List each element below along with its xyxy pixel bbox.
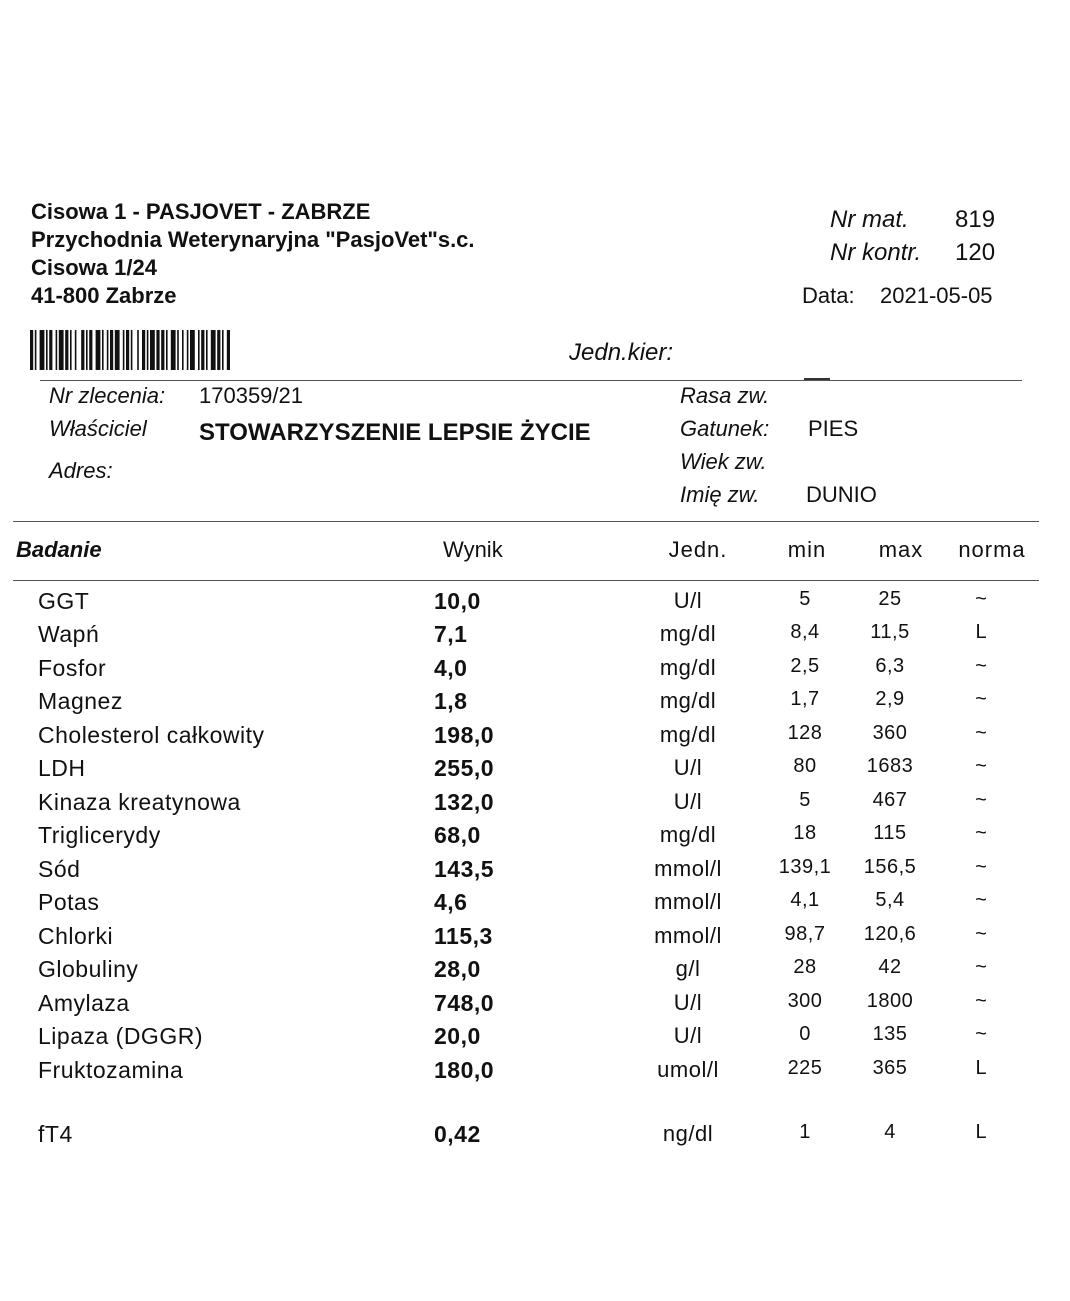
test-norm-flag: ~: [975, 856, 987, 878]
table-row: [0, 588, 1070, 622]
test-norm-flag: L: [975, 1121, 987, 1143]
test-unit: mg/dl: [659, 822, 717, 847]
column-header-norm: norma: [958, 537, 1026, 562]
test-max: 11,5: [870, 621, 910, 643]
test-result: 180,0: [434, 1057, 495, 1083]
nr-kontr-label: Nr kontr.: [830, 239, 922, 266]
test-norm-flag: ~: [975, 923, 987, 945]
test-result: 0,42: [434, 1121, 481, 1147]
test-name: Globuliny: [38, 956, 139, 982]
nr-mat-label: Nr mat.: [830, 206, 909, 233]
test-norm-flag: ~: [975, 889, 987, 911]
order-number-value: 170359/21: [199, 383, 303, 408]
date-value: 2021-05-05: [880, 283, 993, 308]
divider: [13, 521, 1039, 522]
table-row: [0, 789, 1070, 823]
test-min: 18: [793, 822, 817, 844]
table-row: [0, 822, 1070, 856]
test-min: 8,4: [790, 621, 820, 643]
table-row: [0, 923, 1070, 957]
test-max: 135: [872, 1023, 908, 1045]
test-name: LDH: [38, 755, 86, 781]
column-header-unit: Jedn.: [668, 537, 728, 562]
test-norm-flag: L: [975, 621, 987, 643]
clinic-city-line: 41-800 Zabrze: [31, 283, 177, 308]
test-unit: mg/dl: [659, 722, 717, 747]
table-row: [0, 722, 1070, 756]
table-row: [0, 956, 1070, 990]
test-min: 98,7: [784, 923, 826, 945]
test-name: Kinaza kreatynowa: [38, 789, 241, 815]
test-min: 1,7: [790, 688, 820, 710]
test-name: Wapń: [38, 621, 100, 647]
table-row: [0, 990, 1070, 1024]
animal-name-value: DUNIO: [806, 482, 877, 507]
table-row: [0, 688, 1070, 722]
test-max: 6,3: [875, 655, 905, 677]
test-norm-flag: ~: [975, 588, 987, 610]
lab-name-line: Cisowa 1 - PASJOVET - ZABRZE: [31, 199, 371, 224]
test-max: 156,5: [863, 856, 917, 878]
test-result: 20,0: [434, 1023, 481, 1049]
test-min: 5: [799, 588, 811, 610]
test-result: 198,0: [434, 722, 495, 748]
test-unit: mmol/l: [654, 923, 722, 948]
test-max: 1800: [866, 990, 914, 1012]
test-norm-flag: L: [975, 1057, 987, 1079]
test-norm-flag: ~: [975, 688, 987, 710]
test-result: 132,0: [434, 789, 495, 815]
test-max: 2,9: [875, 688, 905, 710]
test-result: 68,0: [434, 822, 481, 848]
animal-name-label: Imię zw.: [680, 482, 760, 507]
test-unit: U/l: [673, 755, 703, 780]
test-unit: U/l: [673, 789, 703, 814]
test-name: fT4: [38, 1121, 73, 1147]
owner-label: Właściciel: [49, 416, 147, 441]
table-row: [0, 1023, 1070, 1057]
test-unit: U/l: [673, 588, 703, 613]
age-label: Wiek zw.: [680, 449, 767, 474]
test-result: 10,0: [434, 588, 481, 614]
table-row: [0, 755, 1070, 789]
divider: [13, 580, 1039, 581]
breed-label: Rasa zw.: [680, 383, 770, 408]
test-min: 225: [787, 1057, 823, 1079]
test-result: 143,5: [434, 856, 495, 882]
test-result: 28,0: [434, 956, 481, 982]
test-min: 139,1: [778, 856, 832, 878]
test-min: 2,5: [790, 655, 820, 677]
test-max: 467: [872, 789, 908, 811]
column-header-result: Wynik: [443, 537, 503, 562]
test-max: 120,6: [863, 923, 917, 945]
test-name: Fosfor: [38, 655, 107, 681]
test-result: 7,1: [434, 621, 468, 647]
test-name: Lipaza (DGGR): [38, 1023, 203, 1049]
test-max: 115: [873, 822, 907, 844]
test-max: 4: [884, 1121, 896, 1143]
order-number-label: Nr zlecenia:: [49, 383, 166, 408]
test-max: 42: [878, 956, 902, 978]
test-name: Potas: [38, 889, 100, 915]
test-min: 128: [787, 722, 823, 744]
clinic-name-line: Przychodnia Weterynaryjna "PasjoVet"s.c.: [31, 227, 475, 252]
test-unit: mg/dl: [659, 621, 717, 646]
test-norm-flag: ~: [975, 1023, 987, 1045]
species-label: Gatunek:: [680, 416, 770, 441]
date-label: Data:: [802, 283, 855, 308]
test-min: 4,1: [790, 889, 820, 911]
test-result: 748,0: [434, 990, 495, 1016]
test-name: Cholesterol całkowity: [38, 722, 265, 748]
test-min: 5: [799, 789, 811, 811]
test-unit: mg/dl: [659, 688, 717, 713]
test-name: Amylaza: [38, 990, 130, 1016]
test-result: 115,3: [434, 923, 493, 949]
test-unit: mmol/l: [654, 889, 722, 914]
test-min: 80: [793, 755, 817, 777]
owner-value: STOWARZYSZENIE LEPSIE ŻYCIE: [199, 419, 591, 446]
test-name: Magnez: [38, 688, 123, 714]
jedn-kier-label: Jedn.kier:: [569, 339, 674, 366]
test-unit: mmol/l: [654, 856, 722, 881]
test-name: Fruktozamina: [38, 1057, 184, 1083]
divider: [804, 378, 830, 380]
table-row: [0, 621, 1070, 655]
test-min: 300: [787, 990, 823, 1012]
test-name: Chlorki: [38, 923, 114, 949]
test-norm-flag: ~: [975, 822, 987, 844]
test-norm-flag: ~: [975, 655, 987, 677]
clinic-street-line: Cisowa 1/24: [31, 255, 157, 280]
column-header-max: max: [878, 537, 924, 562]
column-header-min: min: [787, 537, 827, 562]
test-result: 4,6: [434, 889, 468, 915]
test-norm-flag: ~: [975, 755, 987, 777]
test-result: 1,8: [434, 688, 468, 714]
test-result: 4,0: [434, 655, 468, 681]
nr-mat-value: 819: [955, 206, 996, 233]
test-max: 365: [872, 1057, 908, 1079]
test-name: Triglicerydy: [38, 822, 161, 848]
species-value: PIES: [808, 416, 859, 441]
test-result: 255,0: [434, 755, 495, 781]
test-unit: U/l: [673, 990, 703, 1015]
barcode: [30, 330, 312, 370]
test-min: 1: [799, 1121, 811, 1143]
test-max: 1683: [866, 755, 914, 777]
test-norm-flag: ~: [975, 722, 987, 744]
test-norm-flag: ~: [975, 956, 987, 978]
table-row: [0, 1121, 1070, 1155]
test-name: GGT: [38, 588, 90, 614]
test-max: 360: [872, 722, 908, 744]
test-name: Sód: [38, 856, 81, 882]
table-row: [0, 889, 1070, 923]
column-header-test: Badanie: [16, 537, 102, 562]
address-label: Adres:: [49, 458, 113, 483]
test-unit: g/l: [675, 956, 701, 981]
test-max: 5,4: [875, 889, 905, 911]
test-norm-flag: ~: [975, 990, 987, 1012]
table-row: [0, 856, 1070, 890]
test-min: 28: [793, 956, 817, 978]
table-row: [0, 655, 1070, 689]
divider: [40, 380, 1022, 381]
test-min: 0: [799, 1023, 811, 1045]
test-unit: mg/dl: [659, 655, 717, 680]
test-unit: U/l: [673, 1023, 703, 1048]
test-unit: ng/dl: [662, 1121, 714, 1146]
test-max: 25: [878, 588, 902, 610]
test-norm-flag: ~: [975, 789, 987, 811]
nr-kontr-value: 120: [955, 239, 996, 266]
table-row: [0, 1057, 1070, 1091]
test-unit: umol/l: [657, 1057, 719, 1082]
